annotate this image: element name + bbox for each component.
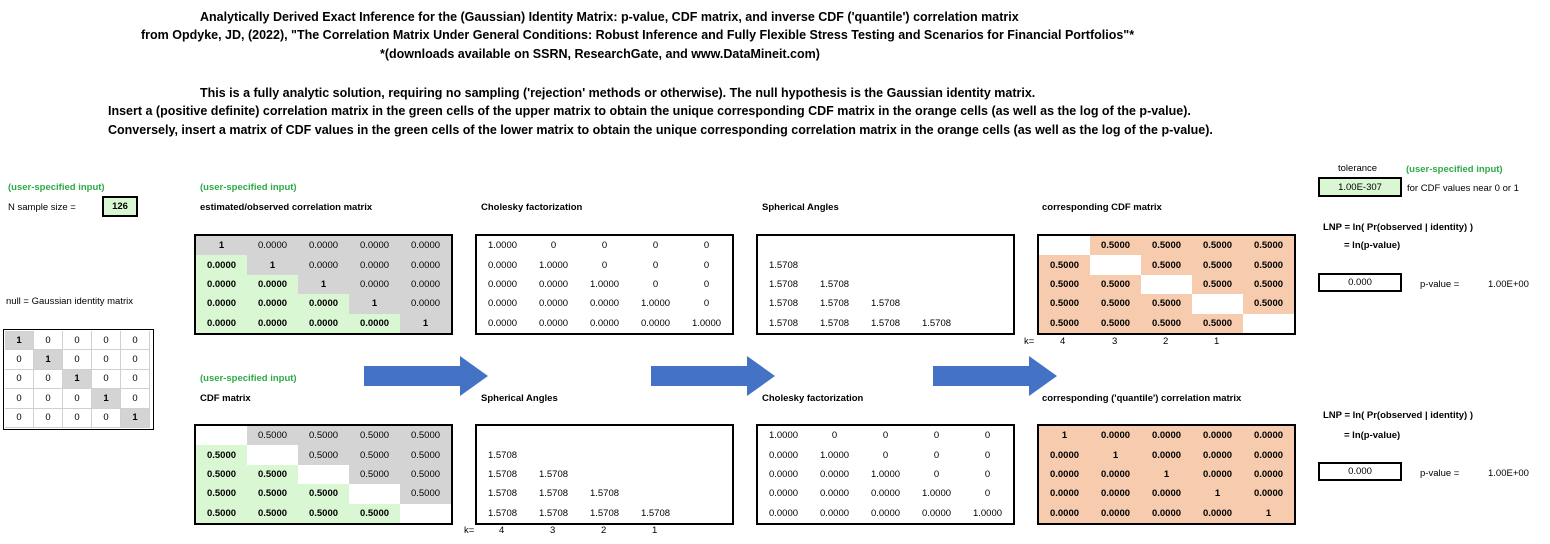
upper-chol-matrix-cell: 0 bbox=[652, 278, 659, 290]
lower-chol-matrix-cell: 0 bbox=[933, 449, 940, 461]
lower-cdf-matrix-cell[interactable]: 0.5000 bbox=[247, 465, 298, 484]
upper-corr-matrix-cell: 0.0000 bbox=[298, 236, 349, 255]
upper-angles-matrix-cell: 1.5708 bbox=[870, 298, 901, 310]
lower-cdf-matrix-cell: 0.5000 bbox=[349, 426, 400, 445]
lower-angles-matrix-cell: 1.5708 bbox=[640, 507, 671, 519]
upper-angles-matrix-cell: 1.5708 bbox=[921, 317, 952, 329]
upper-cdf-matrix-cell: 0.5000 bbox=[1039, 255, 1090, 274]
upper-angles-matrix-cell: 1.5708 bbox=[768, 278, 799, 290]
upper-chol-matrix-cell: 0 bbox=[601, 240, 608, 252]
upper-cdf-matrix-cell: 0.5000 bbox=[1090, 275, 1141, 294]
upper-corr-matrix-cell[interactable]: 0.0000 bbox=[298, 314, 349, 333]
lower-corr-matrix-cell: 0.0000 bbox=[1039, 465, 1090, 484]
upper-cdf-title: corresponding CDF matrix bbox=[1042, 202, 1162, 213]
identity-matrix-cell: 0 bbox=[92, 350, 121, 369]
upper-chol-matrix-cell: 0.0000 bbox=[538, 298, 569, 310]
lower-chol-matrix-cell: 0 bbox=[984, 430, 991, 442]
tolerance-note: for CDF values near 0 or 1 bbox=[1407, 183, 1519, 194]
upper-cdf-matrix-cell: 0.5000 bbox=[1243, 294, 1294, 313]
upper-chol-matrix-cell: 0.0000 bbox=[487, 278, 518, 290]
lower-chol-matrix-cell: 1.0000 bbox=[972, 507, 1003, 519]
description-line-2: Insert a (positive definite) correlation matrix in the green cells of the upper matrix to obtain the unique corresponding CDF matrix in the orange cells (as well as the log of the p-value). bbox=[108, 104, 1191, 118]
sample-size-label: N sample size = bbox=[8, 202, 76, 213]
lower-cdf-matrix-cell[interactable]: 0.5000 bbox=[196, 504, 247, 523]
identity-matrix-cell: 0 bbox=[121, 389, 150, 408]
upper-cdf-matrix-cell: 0.5000 bbox=[1090, 294, 1141, 313]
right-arrow-icon bbox=[364, 356, 488, 396]
lower-corr-matrix-cell: 0.0000 bbox=[1141, 484, 1192, 503]
lower-cdf-matrix-cell: 0.5000 bbox=[349, 465, 400, 484]
lower-pvalue: 1.00E+00 bbox=[1488, 468, 1529, 479]
tolerance-input[interactable]: 1.00E-307 bbox=[1318, 177, 1402, 197]
lower-angles-matrix-cell: 1.5708 bbox=[538, 468, 569, 480]
lower-cdf-matrix-cell[interactable]: 0.5000 bbox=[196, 465, 247, 484]
lower-pvalue-label: p-value = bbox=[1420, 468, 1460, 479]
upper-chol-matrix-cell: 0.0000 bbox=[640, 317, 671, 329]
upper-cdf-matrix-cell: 0.5000 bbox=[1192, 314, 1243, 333]
upper-cdf-matrix-cell: 0.5000 bbox=[1192, 275, 1243, 294]
lower-cdf-matrix-cell[interactable]: 0.5000 bbox=[298, 484, 349, 503]
lower-chol-matrix-cell: 0 bbox=[882, 430, 889, 442]
upper-chol-matrix-cell: 0.0000 bbox=[538, 317, 569, 329]
upper-k-value-2: 3 bbox=[1112, 336, 1118, 347]
upper-chol-matrix-cell: 0 bbox=[652, 259, 659, 271]
null-hypothesis-label: null = Gaussian identity matrix bbox=[6, 296, 133, 307]
upper-corr-matrix-cell: 0.0000 bbox=[400, 294, 451, 313]
lower-angles-matrix-cell: 1.5708 bbox=[538, 488, 569, 500]
upper-chol-matrix-cell: 0.0000 bbox=[589, 317, 620, 329]
identity-matrix-cell: 0 bbox=[34, 331, 63, 350]
identity-matrix-cell: 0 bbox=[63, 350, 92, 369]
identity-matrix-cell: 1 bbox=[34, 350, 63, 369]
identity-matrix-cell: 0 bbox=[34, 370, 63, 389]
upper-chol-matrix-cell: 1.0000 bbox=[487, 240, 518, 252]
lower-angles-matrix-cell: 1.5708 bbox=[487, 468, 518, 480]
upper-corr-matrix-border bbox=[194, 234, 453, 335]
identity-matrix-cell: 0 bbox=[34, 409, 63, 428]
lower-angles-matrix-cell: 1.5708 bbox=[487, 488, 518, 500]
upper-corr-matrix-cell[interactable]: 0.0000 bbox=[298, 294, 349, 313]
user-input-label-tolerance: (user-specified input) bbox=[1406, 164, 1503, 175]
upper-angles-matrix-cell: 1.5708 bbox=[768, 298, 799, 310]
lower-cdf-matrix-cell[interactable]: 0.5000 bbox=[196, 445, 247, 464]
lower-angles-title: Spherical Angles bbox=[481, 393, 558, 404]
identity-matrix-cell: 0 bbox=[121, 370, 150, 389]
upper-angles-matrix-cell: 1.5708 bbox=[870, 317, 901, 329]
identity-matrix-cell: 0 bbox=[121, 350, 150, 369]
upper-chol-matrix-cell: 1.0000 bbox=[589, 278, 620, 290]
title-line-2: from Opdyke, JD, (2022), "The Correlation Matrix Under General Conditions: Robust Inference and Fully Flexible Stress Testing and Scenarios for Financial Portfolios"* bbox=[141, 28, 1135, 42]
upper-cdf-matrix-cell: 0.5000 bbox=[1243, 255, 1294, 274]
upper-corr-matrix-cell: 0.0000 bbox=[247, 236, 298, 255]
upper-chol-matrix-cell: 1.0000 bbox=[640, 298, 671, 310]
lower-corr-matrix-cell: 0.0000 bbox=[1192, 504, 1243, 523]
upper-lnp-value: 0.000 bbox=[1318, 273, 1402, 292]
upper-cdf-matrix-cell: 0.5000 bbox=[1039, 275, 1090, 294]
identity-matrix-cell: 0 bbox=[63, 409, 92, 428]
lower-cdf-matrix-cell[interactable]: 0.5000 bbox=[196, 484, 247, 503]
identity-matrix-cell: 0 bbox=[92, 370, 121, 389]
lower-chol-matrix-cell: 0 bbox=[933, 468, 940, 480]
lower-chol-matrix-cell: 0.0000 bbox=[768, 449, 799, 461]
title-line-3: *(downloads available on SSRN, ResearchGate, and www.DataMineit.com) bbox=[380, 47, 820, 61]
upper-corr-matrix-cell: 0.0000 bbox=[400, 275, 451, 294]
upper-corr-matrix-cell[interactable]: 0.0000 bbox=[196, 255, 247, 274]
lower-cdf-matrix-cell: 0.5000 bbox=[400, 426, 451, 445]
upper-chol-matrix-border bbox=[475, 234, 734, 335]
lower-chol-matrix-cell: 0 bbox=[984, 449, 991, 461]
lower-corr-title: corresponding ('quantile') correlation matrix bbox=[1042, 393, 1242, 404]
user-input-label-corr: (user-specified input) bbox=[200, 182, 297, 193]
lower-chol-matrix-cell: 0 bbox=[933, 430, 940, 442]
title-line-1: Analytically Derived Exact Inference for the (Gaussian) Identity Matrix: p-value, CDF matrix, and inverse CDF ('quantile') correlation matrix bbox=[200, 10, 1019, 24]
lower-corr-matrix-border bbox=[1037, 424, 1296, 525]
upper-chol-matrix-cell: 0.0000 bbox=[487, 298, 518, 310]
identity-matrix-cell: 0 bbox=[5, 370, 34, 389]
right-arrow-icon bbox=[933, 356, 1057, 396]
upper-lnp-label: LNP = ln( Pr(observed | identity) ) bbox=[1323, 222, 1474, 233]
lower-chol-matrix-cell: 0.0000 bbox=[819, 507, 850, 519]
identity-matrix-cell: 0 bbox=[63, 389, 92, 408]
description-line-3: Conversely, insert a matrix of CDF values in the green cells of the lower matrix to obtain the unique corresponding correlation matrix in the orange cells (as well as the log of the p-value). bbox=[108, 123, 1213, 137]
upper-chol-matrix-cell: 0 bbox=[703, 298, 710, 310]
lower-corr-matrix-cell: 0.0000 bbox=[1141, 445, 1192, 464]
lower-k-value-2: 3 bbox=[550, 525, 556, 536]
lower-angles-matrix-cell: 1.5708 bbox=[589, 488, 620, 500]
lower-corr-matrix-cell: 1 bbox=[1090, 445, 1141, 464]
lower-k-value-3: 2 bbox=[601, 525, 607, 536]
upper-angles-matrix-cell: 1.5708 bbox=[768, 317, 799, 329]
upper-angles-matrix-cell: 1.5708 bbox=[768, 259, 799, 271]
upper-corr-matrix-cell: 0.0000 bbox=[349, 236, 400, 255]
upper-k-label: k= bbox=[1024, 336, 1035, 347]
upper-cdf-matrix-cell: 0.5000 bbox=[1141, 255, 1192, 274]
right-arrow-icon bbox=[651, 356, 775, 396]
lower-chol-matrix-cell: 0.0000 bbox=[768, 468, 799, 480]
lower-chol-matrix-cell: 0.0000 bbox=[870, 488, 901, 500]
lower-corr-matrix-cell: 0.0000 bbox=[1192, 426, 1243, 445]
upper-chol-matrix-cell: 0 bbox=[703, 259, 710, 271]
lower-lnp-label-2: = ln(p-value) bbox=[1344, 430, 1401, 441]
lower-cdf-matrix-cell[interactable]: 0.5000 bbox=[298, 504, 349, 523]
upper-k-value-1: 4 bbox=[1060, 336, 1066, 347]
lower-corr-matrix-cell: 0.0000 bbox=[1243, 445, 1294, 464]
lower-cdf-matrix-cell: 0.5000 bbox=[400, 445, 451, 464]
lower-corr-matrix-cell: 0.0000 bbox=[1039, 445, 1090, 464]
lower-cdf-matrix-cell: 0.5000 bbox=[400, 465, 451, 484]
lower-corr-matrix-cell: 0.0000 bbox=[1039, 504, 1090, 523]
identity-matrix-cell: 0 bbox=[63, 331, 92, 350]
upper-cdf-matrix-cell: 0.5000 bbox=[1141, 236, 1192, 255]
identity-matrix-cell: 1 bbox=[121, 409, 150, 428]
upper-corr-title: estimated/observed correlation matrix bbox=[200, 202, 373, 213]
upper-cdf-matrix-cell: 0.5000 bbox=[1192, 255, 1243, 274]
identity-matrix-cell: 0 bbox=[121, 331, 150, 350]
upper-corr-matrix-cell: 1 bbox=[196, 236, 247, 255]
lower-angles-matrix-cell: 1.5708 bbox=[487, 449, 518, 461]
lower-chol-matrix-cell: 0 bbox=[984, 468, 991, 480]
lower-cdf-matrix-cell[interactable]: 0.5000 bbox=[247, 504, 298, 523]
upper-corr-matrix-cell: 0.0000 bbox=[298, 255, 349, 274]
lower-angles-matrix-cell: 1.5708 bbox=[487, 507, 518, 519]
upper-chol-matrix-cell: 0 bbox=[601, 259, 608, 271]
upper-chol-matrix-cell: 0.0000 bbox=[487, 259, 518, 271]
upper-cdf-matrix-cell: 0.5000 bbox=[1141, 314, 1192, 333]
lower-angles-matrix-cell: 1.5708 bbox=[538, 507, 569, 519]
lower-chol-matrix-cell: 0.0000 bbox=[870, 507, 901, 519]
lower-chol-matrix-cell: 0 bbox=[882, 449, 889, 461]
lower-cdf-title: CDF matrix bbox=[200, 393, 251, 404]
lower-chol-matrix-cell: 0 bbox=[831, 430, 838, 442]
lower-chol-matrix-cell: 0.0000 bbox=[768, 507, 799, 519]
upper-angles-matrix-cell: 1.5708 bbox=[819, 317, 850, 329]
upper-corr-matrix-cell[interactable]: 0.0000 bbox=[196, 314, 247, 333]
lower-corr-matrix-cell: 0.0000 bbox=[1243, 484, 1294, 503]
lower-k-value-4: 1 bbox=[652, 525, 658, 536]
lower-chol-matrix-cell: 0.0000 bbox=[819, 468, 850, 480]
upper-chol-matrix-cell: 0.0000 bbox=[487, 317, 518, 329]
identity-matrix-cell: 0 bbox=[5, 409, 34, 428]
lower-cdf-matrix-cell[interactable]: 0.5000 bbox=[349, 504, 400, 523]
upper-cdf-matrix-cell: 0.5000 bbox=[1090, 314, 1141, 333]
identity-matrix-cell: 0 bbox=[92, 409, 121, 428]
tolerance-label: tolerance bbox=[1338, 163, 1378, 174]
upper-chol-matrix-cell: 0 bbox=[652, 240, 659, 252]
description-line-1: This is a fully analytic solution, requiring no sampling ('rejection' methods or otherwise). The null hypothesis is the Gaussian identity matrix. bbox=[200, 86, 1036, 100]
lower-cdf-matrix-cell: 0.5000 bbox=[298, 426, 349, 445]
lower-k-value-1: 4 bbox=[499, 525, 505, 536]
upper-angles-matrix-cell: 1.5708 bbox=[819, 298, 850, 310]
upper-corr-matrix-cell: 0.0000 bbox=[400, 255, 451, 274]
upper-corr-matrix-cell: 1 bbox=[349, 294, 400, 313]
upper-corr-matrix-cell: 1 bbox=[400, 314, 451, 333]
lower-chol-matrix-cell: 0.0000 bbox=[768, 488, 799, 500]
upper-corr-matrix-cell: 0.0000 bbox=[349, 255, 400, 274]
upper-chol-matrix-cell: 0.0000 bbox=[589, 298, 620, 310]
upper-corr-matrix-cell: 1 bbox=[247, 255, 298, 274]
upper-cdf-matrix-cell: 0.5000 bbox=[1141, 294, 1192, 313]
upper-cdf-matrix-cell: 0.5000 bbox=[1039, 294, 1090, 313]
upper-lnp-label-2: = ln(p-value) bbox=[1344, 240, 1401, 251]
upper-k-value-3: 2 bbox=[1163, 336, 1169, 347]
lower-chol-matrix-cell: 0 bbox=[984, 488, 991, 500]
upper-cdf-matrix-cell: 0.5000 bbox=[1192, 236, 1243, 255]
upper-chol-matrix-cell: 1.0000 bbox=[538, 259, 569, 271]
identity-matrix-cell: 0 bbox=[92, 331, 121, 350]
upper-angles-matrix-border bbox=[756, 234, 1015, 335]
identity-matrix-border bbox=[3, 329, 154, 430]
upper-chol-matrix-cell: 1.0000 bbox=[691, 317, 722, 329]
lower-corr-matrix-cell: 0.0000 bbox=[1090, 426, 1141, 445]
upper-cdf-matrix-cell: 0.5000 bbox=[1090, 236, 1141, 255]
lower-corr-matrix-cell: 0.0000 bbox=[1192, 445, 1243, 464]
upper-chol-matrix-cell: 0.0000 bbox=[538, 278, 569, 290]
upper-chol-matrix-cell: 0 bbox=[550, 240, 557, 252]
lower-corr-matrix-cell: 1 bbox=[1141, 465, 1192, 484]
upper-cdf-matrix-cell: 0.5000 bbox=[1243, 236, 1294, 255]
lower-corr-matrix-cell: 0.0000 bbox=[1090, 465, 1141, 484]
upper-corr-matrix-cell[interactable]: 0.0000 bbox=[247, 314, 298, 333]
lower-chol-matrix-cell: 1.0000 bbox=[768, 430, 799, 442]
sample-size-input[interactable]: 126 bbox=[102, 196, 138, 217]
upper-corr-matrix-cell: 0.0000 bbox=[349, 275, 400, 294]
upper-pvalue-label: p-value = bbox=[1420, 279, 1460, 290]
upper-corr-matrix-cell[interactable]: 0.0000 bbox=[247, 294, 298, 313]
identity-matrix-cell: 1 bbox=[5, 331, 34, 350]
upper-chol-matrix-cell: 0 bbox=[703, 240, 710, 252]
user-input-label-n: (user-specified input) bbox=[8, 182, 105, 193]
lower-chol-title: Cholesky factorization bbox=[762, 393, 864, 404]
upper-angles-title: Spherical Angles bbox=[762, 202, 839, 213]
upper-cdf-matrix-cell: 0.5000 bbox=[1039, 314, 1090, 333]
identity-matrix-cell: 1 bbox=[63, 370, 92, 389]
upper-cdf-matrix-cell: 0.5000 bbox=[1243, 275, 1294, 294]
lower-chol-matrix-cell: 1.0000 bbox=[870, 468, 901, 480]
lower-lnp-label: LNP = ln( Pr(observed | identity) ) bbox=[1323, 410, 1474, 421]
user-input-label-cdf: (user-specified input) bbox=[200, 373, 297, 384]
lower-corr-matrix-cell: 0.0000 bbox=[1243, 426, 1294, 445]
lower-corr-matrix-cell: 0.0000 bbox=[1090, 504, 1141, 523]
lower-corr-matrix-cell: 0.0000 bbox=[1192, 465, 1243, 484]
identity-matrix-cell: 1 bbox=[92, 389, 121, 408]
upper-cdf-matrix-border bbox=[1037, 234, 1296, 335]
upper-k-value-4: 1 bbox=[1214, 336, 1220, 347]
lower-chol-matrix-cell: 1.0000 bbox=[921, 488, 952, 500]
lower-cdf-matrix-cell: 0.5000 bbox=[349, 445, 400, 464]
identity-matrix-cell: 0 bbox=[34, 389, 63, 408]
upper-pvalue: 1.00E+00 bbox=[1488, 279, 1529, 290]
lower-corr-matrix-cell: 0.0000 bbox=[1243, 465, 1294, 484]
lower-corr-matrix-cell: 1 bbox=[1039, 426, 1090, 445]
lower-corr-matrix-cell: 1 bbox=[1192, 484, 1243, 503]
lower-chol-matrix-cell: 1.0000 bbox=[819, 449, 850, 461]
identity-matrix-cell: 0 bbox=[5, 350, 34, 369]
lower-corr-matrix-cell: 0.0000 bbox=[1039, 484, 1090, 503]
upper-corr-matrix-cell[interactable]: 0.0000 bbox=[196, 275, 247, 294]
upper-chol-title: Cholesky factorization bbox=[481, 202, 583, 213]
lower-chol-matrix-cell: 0.0000 bbox=[819, 488, 850, 500]
lower-angles-matrix-border bbox=[475, 424, 734, 525]
upper-corr-matrix-cell[interactable]: 0.0000 bbox=[196, 294, 247, 313]
upper-corr-matrix-cell: 1 bbox=[298, 275, 349, 294]
lower-cdf-matrix-border bbox=[194, 424, 453, 525]
lower-cdf-matrix-cell: 0.5000 bbox=[400, 484, 451, 503]
lower-chol-matrix-border bbox=[756, 424, 1015, 525]
upper-corr-matrix-cell[interactable]: 0.0000 bbox=[349, 314, 400, 333]
upper-angles-matrix-cell: 1.5708 bbox=[819, 278, 850, 290]
lower-corr-matrix-cell: 0.0000 bbox=[1141, 504, 1192, 523]
lower-lnp-value: 0.000 bbox=[1318, 462, 1402, 481]
lower-corr-matrix-cell: 1 bbox=[1243, 504, 1294, 523]
lower-corr-matrix-cell: 0.0000 bbox=[1090, 484, 1141, 503]
upper-corr-matrix-cell[interactable]: 0.0000 bbox=[247, 275, 298, 294]
upper-chol-matrix-cell: 0 bbox=[703, 278, 710, 290]
identity-matrix-cell: 0 bbox=[5, 389, 34, 408]
upper-corr-matrix-cell: 0.0000 bbox=[400, 236, 451, 255]
lower-cdf-matrix-cell: 0.5000 bbox=[247, 426, 298, 445]
lower-corr-matrix-cell: 0.0000 bbox=[1141, 426, 1192, 445]
lower-cdf-matrix-cell[interactable]: 0.5000 bbox=[247, 484, 298, 503]
lower-chol-matrix-cell: 0.0000 bbox=[921, 507, 952, 519]
lower-cdf-matrix-cell: 0.5000 bbox=[298, 445, 349, 464]
lower-angles-matrix-cell: 1.5708 bbox=[589, 507, 620, 519]
lower-k-label: k= bbox=[464, 525, 475, 536]
